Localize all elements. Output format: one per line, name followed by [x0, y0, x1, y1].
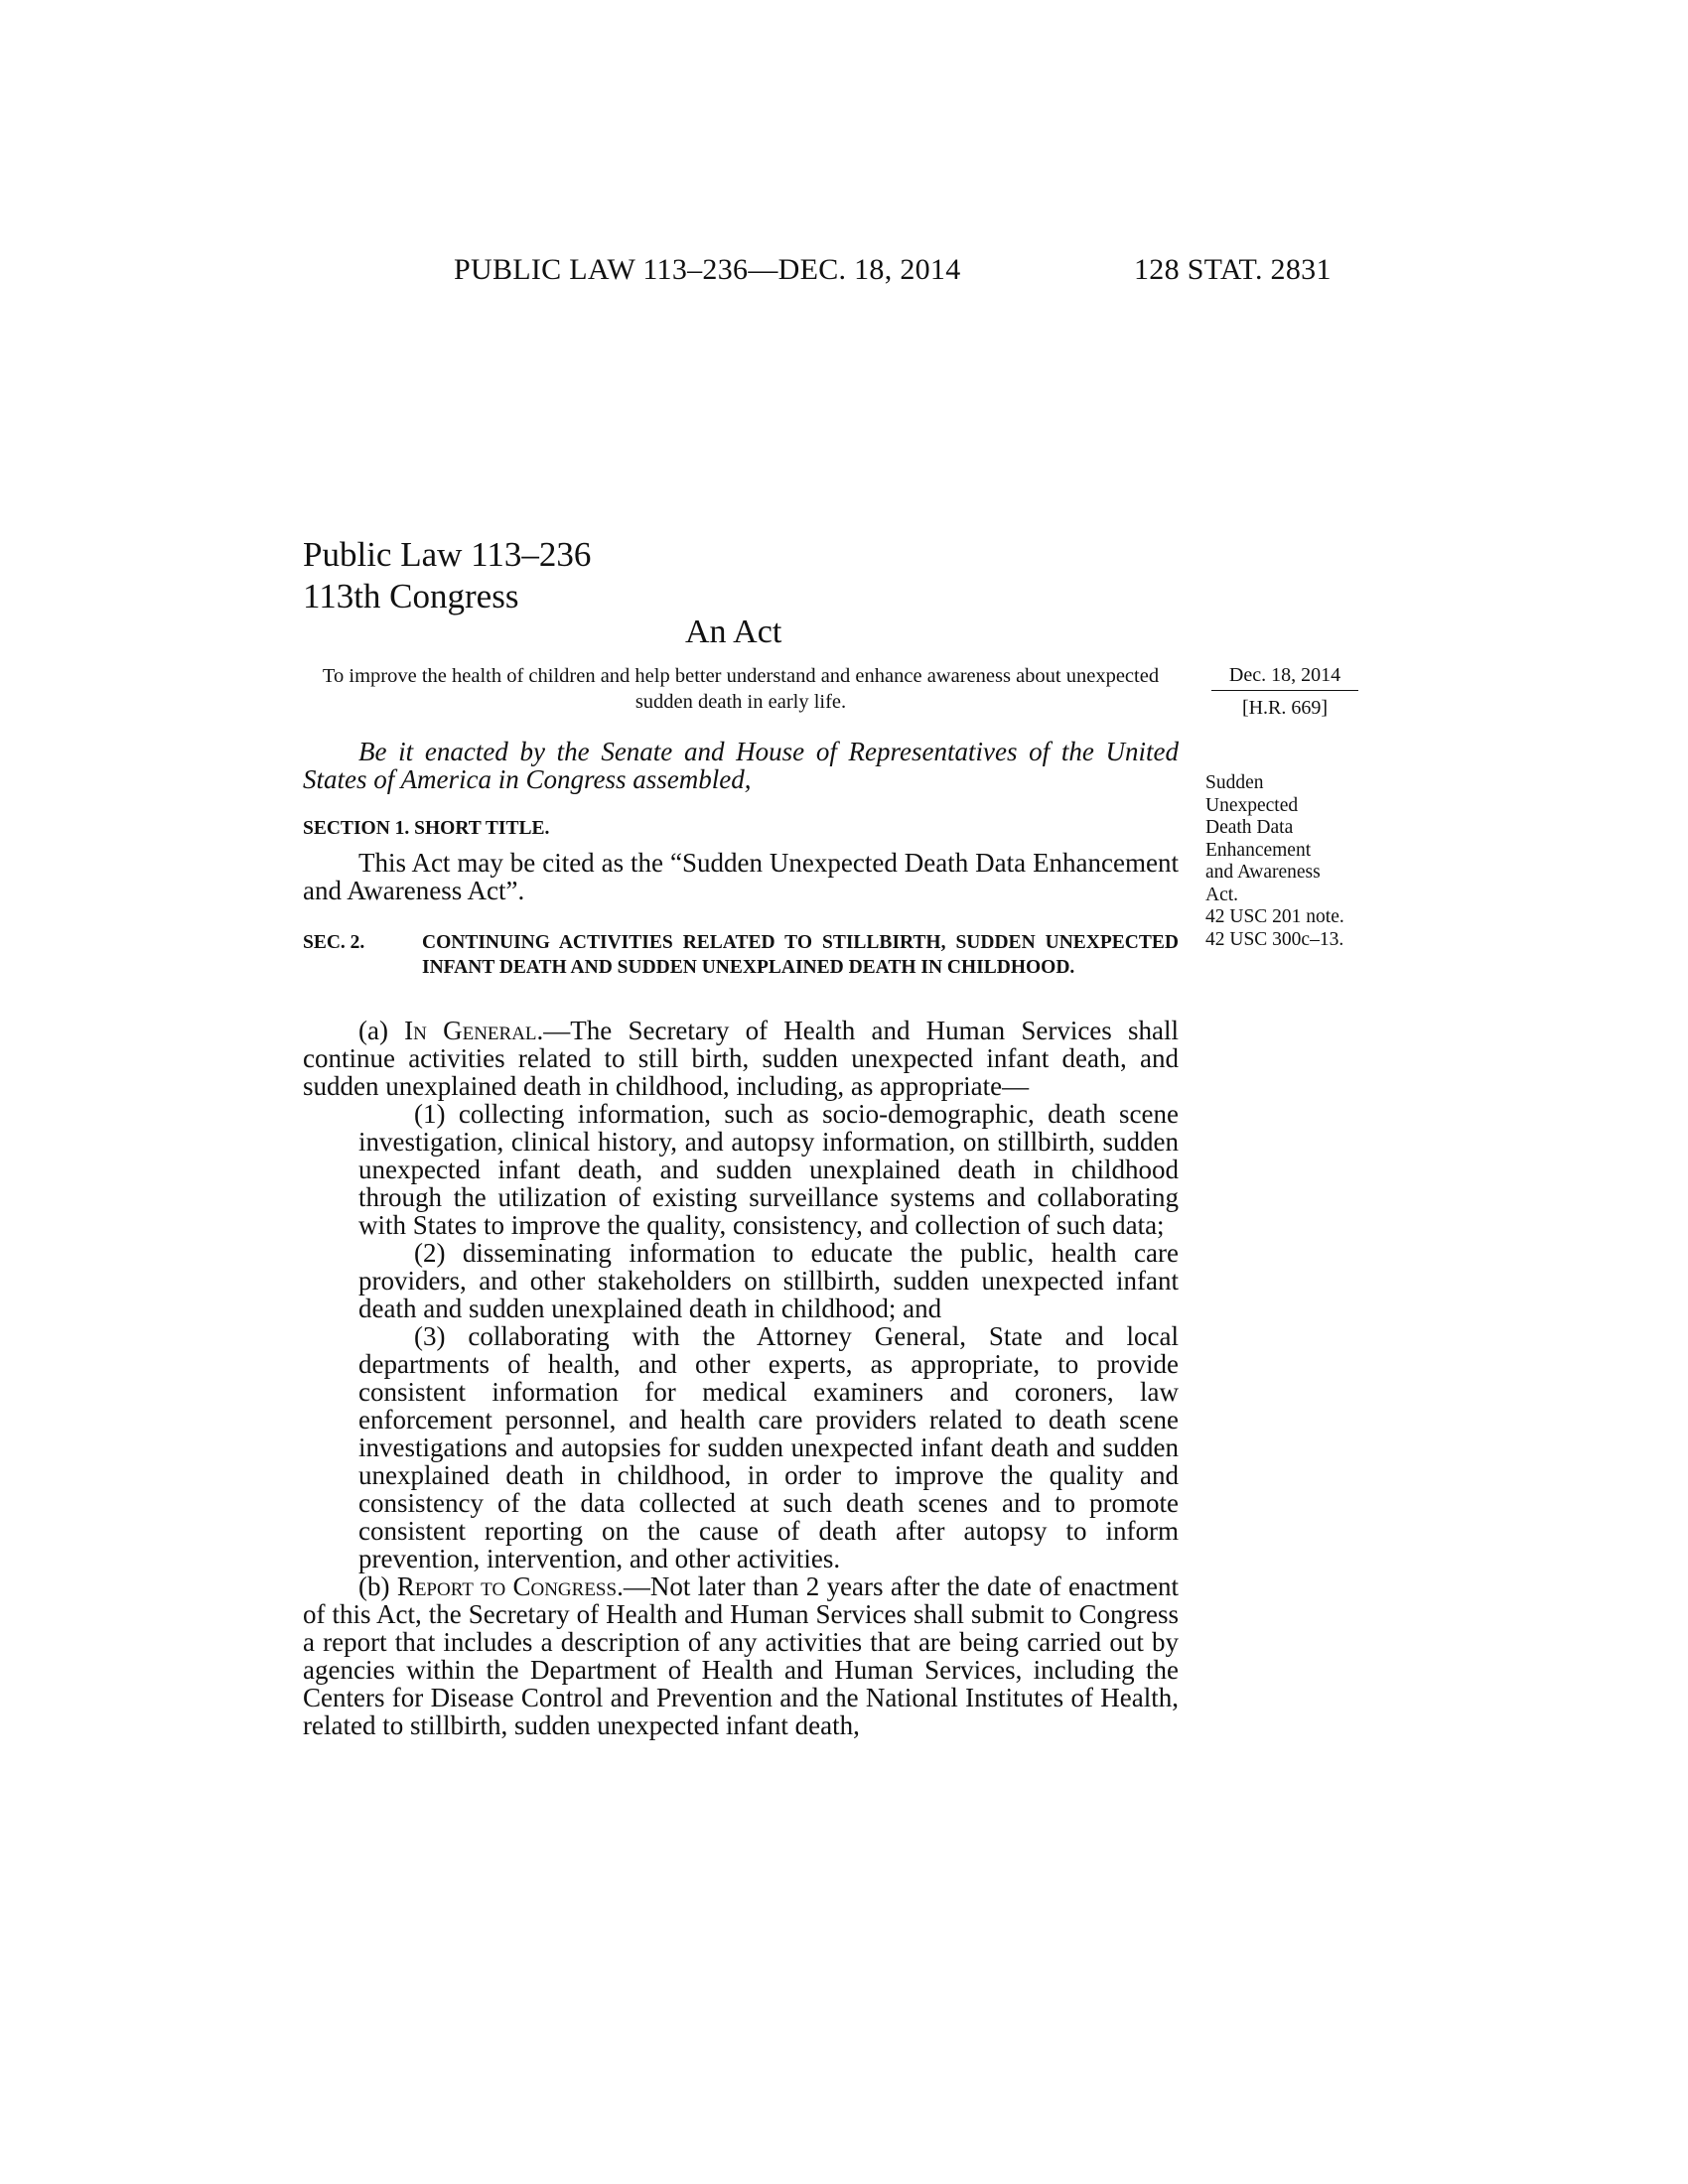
running-head-law-date: PUBLIC LAW 113–236—DEC. 18, 2014	[454, 253, 961, 286]
margin-note-usc-300c: 42 USC 300c–13.	[1205, 928, 1344, 950]
enactment-date-box	[1211, 664, 1358, 720]
section-2-heading	[303, 930, 1179, 980]
section-2-title: CONTINUING ACTIVITIES RELATED TO STILLBIRTH, SUDDEN UNEXPECTED INFANT DEATH AND SUDDEN UNEXPLAINED DEATH IN CHILDHOOD.	[422, 932, 1179, 978]
subsection-b-text: .—Not later than 2 years after the date of enactment of this Act, the Secretary of Health and Human Services shall submit to Congress a report that includes a description of any activities that are being carried out by agencies within the Department of Health and Human Services, including the Centers for Disease Control and Prevention and the National Institutes of Health, related to stillbirth, sudden unexpected infant death,	[303, 1571, 1179, 1740]
subsection-a-title: In General	[404, 1016, 537, 1045]
margin-note-usc-201: 42 USC 201 note.	[1205, 906, 1344, 927]
running-head-stat-page: 128 STAT. 2831	[1134, 253, 1332, 286]
paragraph-1: (1) collecting information, such as socio-demographic, death scene investigation, clinical history, and autopsy information, on stillbirth, sudden unexpected infant death, and sudden unexplained death in childhood through the utilization of existing surveillance systems and collaborating with States to improve the quality, consistency, and collection of such data;	[358, 1099, 1179, 1240]
act-heading: An Act	[685, 614, 782, 650]
section-2-body	[303, 1017, 1179, 1739]
subsection-b-title: Report to Congress	[396, 1571, 618, 1601]
section-2-number: SEC. 2.	[303, 932, 365, 953]
subsection-a	[303, 1017, 1179, 1100]
subsection-b	[303, 1572, 1179, 1739]
subsection-b-label: (b)	[358, 1571, 390, 1601]
bill-number: [H.R. 669]	[1241, 697, 1329, 719]
purpose-statement: To improve the health of children and help better understand and enhance awareness about unexpected sudden death in early life.	[322, 665, 1160, 713]
subsection-a-label: (a)	[358, 1016, 388, 1045]
section-1-heading: SECTION 1. SHORT TITLE.	[303, 818, 550, 839]
margin-note-short-title-line: Unexpected	[1205, 794, 1299, 816]
margin-note-short-title-line: Sudden	[1205, 772, 1264, 793]
subsection-a-text: .—The Secretary of Health and Human Services shall continue activities related to still birth, sudden unexpected infant death, and sudden unexplained death in childhood, including, as appropriate—	[303, 1016, 1179, 1101]
margin-note-short-title-line: Enhancement	[1205, 839, 1312, 861]
public-law-number: Public Law 113–236	[303, 535, 592, 574]
enacting-clause: Be it enacted by the Senate and House of Representatives of the United States of America in Congress assembled,	[303, 737, 1179, 794]
margin-note-short-title-line: Death Data	[1205, 817, 1294, 838]
margin-note-short-title-line: and Awareness	[1205, 862, 1321, 883]
paragraph-2: (2) disseminating information to educate the public, health care providers, and other stakeholders on stillbirth, sudden unexpected infant death and sudden unexplained death in childhood; and	[358, 1238, 1179, 1323]
congress-number: 113th Congress	[303, 577, 519, 615]
margin-notes	[1205, 772, 1394, 951]
enactment-date: Dec. 18, 2014	[1211, 664, 1358, 691]
margin-note-short-title-line: Act.	[1205, 884, 1239, 905]
section-1-text: This Act may be cited as the “Sudden Unexpected Death Data Enhancement and Awareness Act”.	[303, 848, 1179, 905]
title-block	[303, 534, 591, 617]
paragraph-3: (3) collaborating with the Attorney General, State and local departments of health, and other experts, as appropriate, to provide consistent information for medical examiners and coroners, law enforcement personnel, and health care providers related to death scene investigations and autopsies for sudden unexpected infant death and sudden unexplained death in childhood, in order to improve the quality and consistency of the data collected at such death scenes and to promote consistent reporting on the cause of death after autopsy to inform prevention, intervention, and other activities.	[358, 1321, 1179, 1573]
